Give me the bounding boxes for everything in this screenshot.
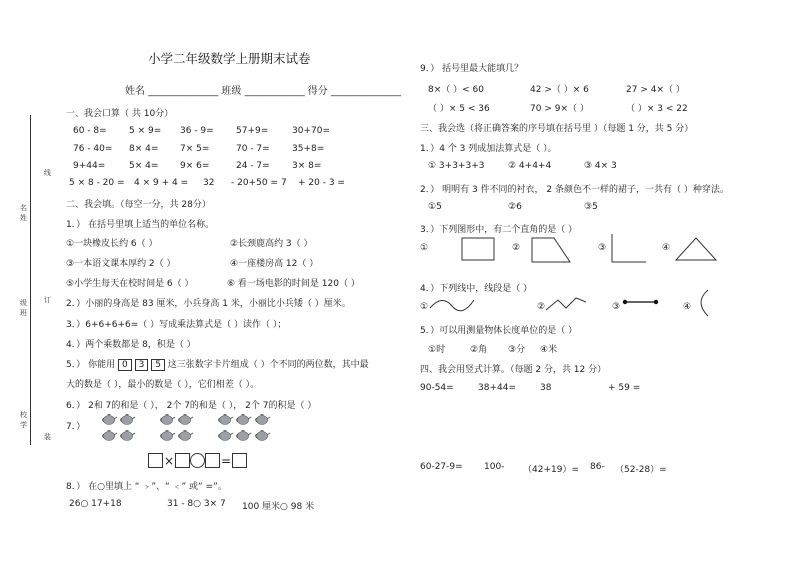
line-option-label: ② (537, 302, 546, 312)
line-options-figure (428, 288, 728, 320)
section-3-heading: 三、我会选（将正确答案的序号填在括号里 ）（每题 1 分，共 5 分） (420, 124, 694, 134)
fill-q5-cont: 大的数是（ ），最小的数是（ ），它们相差（ ）。 (66, 380, 260, 390)
gutter-xing: 姓 (20, 214, 27, 222)
fill-q9: 9．） 括号里最大能填几？ (420, 64, 524, 74)
fill-q1: 1．） 在括号里填上适当的单位名称。 (66, 220, 215, 230)
calc-item: 7 (281, 178, 287, 188)
choose-q1-opt: ① 3+3+3+3 (428, 161, 485, 171)
curve-line (430, 300, 474, 311)
q9-item: 70 > 9×（ ） (530, 104, 589, 114)
fill-q5-lead: 5．） 你能用 (66, 360, 116, 370)
q9-item: （ ）× 3 < 22 (626, 104, 688, 114)
calc-item: 3× 8= (292, 161, 322, 171)
calc-item: 57+9= (236, 126, 269, 136)
fill-q1e: ⑤小学生每天在校时间是 6（ ） (66, 279, 194, 289)
gutter-ding: 订 (44, 296, 51, 304)
page-title: 小学二年级数学上册期末试卷 (148, 51, 311, 66)
choose-q3: 3．）下列图形中，有二个直角的是（ ） (420, 225, 578, 235)
calc-item: 32 (203, 178, 215, 188)
name-label: 姓名 (125, 86, 145, 97)
calc-item: 5 × 9= (129, 126, 162, 136)
calc-item: + 20 - 3 = (298, 178, 345, 188)
vertical-calc: 38 (540, 383, 552, 393)
fill-q8: 8．） 在○里填上 “ ﹥”、“ ﹤” 或“ =”。 (66, 482, 227, 492)
digit-card-5: 5 (151, 359, 165, 371)
fill-q7: 7．） (66, 422, 86, 432)
calc-item: 76 - 40= (73, 144, 113, 154)
right-angle-shape (612, 234, 646, 262)
fill-q3: 3．）6+6+6+6=（ ）写成乘法算式是（ ）读作（ ）； (66, 320, 287, 330)
unit-option: ③分 (508, 345, 526, 355)
unit-option: ①时 (428, 345, 446, 355)
endpoint-dot (623, 300, 627, 304)
line-option-label: ④ (683, 302, 692, 312)
zigzag-line (546, 298, 586, 310)
calc-item: 35+8= (292, 144, 325, 154)
line-option-label: ③ (612, 302, 621, 312)
section-1-heading: 一、我会口算（ 共 10分） (66, 109, 174, 119)
gutter-ming: 名 (20, 204, 27, 212)
info-line (125, 82, 401, 97)
fill-q1f: ⑥ 看一场电影的时间是 120（ ） (227, 279, 360, 289)
vertical-calc: （52-28）= (615, 465, 667, 475)
calc-item: 5× 4= (129, 161, 159, 171)
class-blank: ____________ (244, 86, 305, 97)
fill-q6: 6．） 2和 7的和是（ ）， 2个 7的和是（ ）， 2个 7的积是（ ） (66, 401, 317, 411)
unit-option: ④米 (540, 345, 558, 355)
arc-line (701, 290, 708, 316)
calc-item: 9+44= (73, 161, 106, 171)
choose-q1: 1．）4 个 3 列成加法算式是（ ）。 (420, 144, 557, 154)
calc-item: 30+70= (292, 126, 330, 136)
kettle-group-1 (103, 414, 136, 441)
times-icon: × (163, 453, 175, 468)
calc-item: 7× 5= (180, 144, 210, 154)
choose-q5: 5．）可以用测量物体长度单位的是（ ） (420, 326, 578, 336)
vertical-calc: + 59 = (608, 383, 641, 393)
fill-q5 (66, 357, 369, 371)
fill-q1a: ①一块橡皮长约 6（ ） (66, 239, 158, 249)
equals-icon: = (220, 453, 232, 468)
gutter-xue: 学 (20, 421, 27, 429)
choose-q1-opt: ② 4+4+4 (508, 161, 552, 171)
line-option-label: ① (420, 302, 429, 312)
blank-square (205, 453, 220, 468)
fill-q8a: 26○ 17+18 (69, 499, 122, 509)
calc-item: 70 - 7= (236, 144, 270, 154)
choose-q2-opt: ③5 (584, 202, 598, 212)
blank-circle (190, 453, 205, 468)
vertical-calc: （42+19）= (523, 465, 579, 475)
vertical-calc: 60-27-9= (420, 462, 463, 472)
section-2-heading: 二、我会填。（每空一分，共 28分） (66, 200, 211, 210)
fill-q1d: ④一座楼房高 12（ ） (230, 259, 319, 269)
right-trapezoid-shape (532, 238, 570, 262)
calc-item: 4 × 9 + 4 = (134, 178, 189, 188)
equation-template (148, 453, 247, 468)
digit-card-0: 0 (118, 359, 132, 371)
q9-item: 42 >（ ）× 6 (530, 85, 589, 95)
calc-item: 24 - 7= (236, 161, 270, 171)
triangle-shape (676, 238, 716, 260)
calc-item: 60 - 8= (73, 126, 107, 136)
fill-q8c: 100 厘米○ 98 米 (242, 502, 315, 512)
class-label: 班级 (221, 86, 242, 97)
vertical-calc: 86- (590, 462, 605, 472)
fill-q5-text: 这三张数字卡片组成（ ）个不同的两位数，其中最 (167, 360, 369, 370)
vertical-calc: 38+44= (478, 383, 516, 393)
kettle-groups-image (100, 412, 275, 446)
fill-q4: 4．）两个乘数都是 8，积是（ ） (66, 340, 196, 350)
blank-square (232, 453, 247, 468)
choose-q1-opt: ③ 4× 3 (584, 161, 617, 171)
section-4-heading: 四、我会用竖式计算。（每题 2 分，共 12 分） (420, 365, 607, 375)
shape-option-label: ② (512, 243, 521, 253)
q9-item: 27 > 4×（ ） (626, 85, 685, 95)
calc-item: 5 × 8 - 20 = (69, 178, 125, 188)
binding-line (30, 115, 31, 445)
q9-item: （ ）× 5 < 36 (428, 104, 490, 114)
kettle-group-4 (256, 414, 271, 441)
calc-item: 8× 4= (129, 144, 159, 154)
choose-q4: 4．）下列线中，线段是（ ） (420, 284, 533, 294)
vertical-calc: 100- (484, 462, 505, 472)
blank-square (148, 453, 163, 468)
digit-card-3: 3 (135, 359, 149, 371)
choose-q2-opt: ①5 (428, 202, 442, 212)
shape-options-figure (460, 232, 760, 268)
score-label: 得分 (307, 86, 328, 97)
choose-q2: 2．） 明明有 3 件不同的衬衣， 2 条颜色不一样的裙子，一共有（ ）种穿法。 (420, 185, 729, 195)
fill-q1b: ②长颈鹿高约 3（ ） (230, 239, 313, 249)
unit-option: ②角 (470, 345, 488, 355)
shape-option-label: ④ (662, 243, 671, 253)
q9-item: 8×（ ）< 60 (428, 85, 484, 95)
name-blank: ______________ (148, 86, 219, 97)
shape-option-label: ① (420, 243, 429, 253)
rectangle-shape (462, 238, 494, 260)
fill-q8b: 31 - 8○ 3× 7 (167, 499, 226, 509)
choose-q2-opt: ②6 (508, 202, 522, 212)
gutter-xian: 线 (44, 169, 51, 177)
gutter-ji: 级 (20, 299, 27, 307)
fill-q2: 2．）小丽的身高是 83 厘米，小兵身高 1 米，小丽比小兵矮（ ）厘米。 (66, 299, 351, 309)
gutter-ban: 班 (20, 309, 27, 317)
calc-item: 36 - 9= (180, 126, 214, 136)
score-blank: ______________ (330, 86, 401, 97)
gutter-xiao: 校 (20, 411, 27, 419)
calc-item: - 20+50 = (231, 178, 278, 188)
kettle-group-2 (161, 414, 194, 441)
calc-item: 9× 6= (180, 161, 210, 171)
kettle-group-3 (219, 414, 252, 441)
vertical-calc: 90-54= (420, 383, 454, 393)
blank-square (175, 453, 190, 468)
endpoint-dot (654, 300, 658, 304)
fill-q1c: ③一本语文课本厚约 2（ ） (66, 259, 176, 269)
gutter-zhuang: 装 (44, 433, 51, 441)
shape-option-label: ③ (598, 243, 607, 253)
